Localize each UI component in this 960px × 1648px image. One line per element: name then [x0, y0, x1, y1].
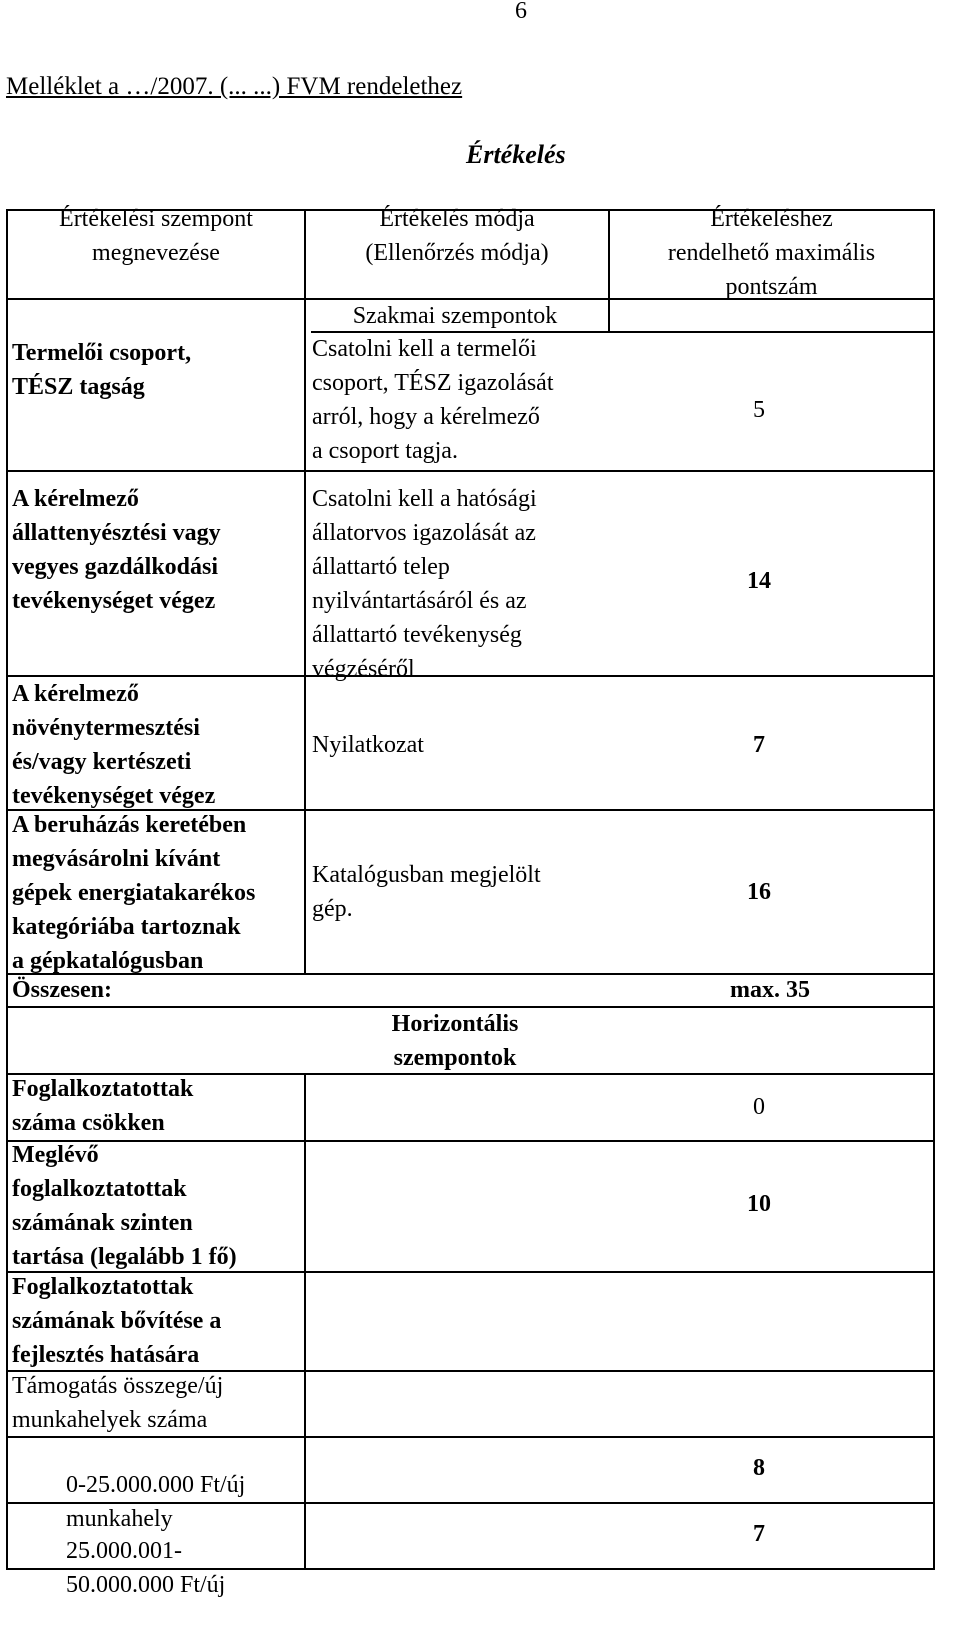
criterion-cell: A beruházás keretében megvásárolni kívánt gépek energiatakarékos kategóriába tartoznak a gépkatalógusban: [12, 812, 256, 974]
row-rule: [6, 470, 935, 472]
criterion-cell: Foglalkoztatottak számának bővítése a fejlesztés hatására: [12, 1274, 222, 1368]
points-cell: 0: [753, 1094, 765, 1120]
page-number: 6: [515, 0, 527, 24]
method-cell: Nyilatkozat: [312, 732, 424, 758]
horizontal-criteria-header: Horizontális szempontok: [391, 1011, 519, 1071]
criterion-cell: Meglévő foglalkoztatottak számának szinten tartása (legalább 1 fő): [12, 1142, 237, 1270]
points-cell: 8: [753, 1455, 765, 1481]
professional-criteria-header: Szakmai szempontok: [352, 303, 558, 329]
header-max-points: Értékeléshez rendelhető maximális pontszám: [667, 206, 876, 300]
annex-title: Melléklet a …/2007. (... ...) FVM rendelethez: [6, 73, 463, 100]
column-divider-1-lower: [304, 1073, 306, 1570]
criterion-cell: A kérelmező állattenyésztési vagy vegyes gazdálkodási tevékenységet végez: [12, 486, 221, 614]
points-cell: 5: [753, 397, 765, 423]
header-criterion: Értékelési szempont megnevezése: [59, 206, 253, 266]
table-right-border: [933, 209, 935, 1570]
points-cell: 10: [747, 1191, 771, 1217]
table-left-border: [6, 209, 8, 1570]
points-cell: 14: [747, 568, 771, 594]
criterion-cell: Termelői csoport, TÉSZ tagság: [12, 340, 192, 400]
method-cell: Csatolni kell a termelői csoport, TÉSZ igazolását arról, hogy a kérelmező a csoport tagja.: [312, 336, 554, 464]
support-label: Támogatás összege/új munkahelyek száma: [12, 1373, 224, 1433]
total-value: max. 35: [730, 977, 810, 1003]
points-cell: 16: [747, 879, 771, 905]
support-band-range: [12, 1500, 302, 1636]
method-cell: Katalógusban megjelölt gép.: [312, 862, 541, 922]
criterion-cell: A kérelmező növénytermesztési és/vagy kertészeti tevékenységet végez: [12, 681, 216, 809]
header-method: Értékelés módja (Ellenőrzés módja): [365, 206, 549, 266]
criterion-cell: Foglalkoztatottak száma csökken: [12, 1076, 194, 1136]
section-heading: Értékelés: [466, 140, 566, 169]
points-cell: 7: [753, 732, 765, 758]
method-cell: Csatolni kell a hatósági állatorvos igazolását az állattartó telep nyilvántartásáról és az állattartó tevékenység végzéséről: [312, 486, 537, 682]
points-cell: 7: [753, 1521, 765, 1547]
support-band-range-text: 0-25.000.000 Ft/új munkahely: [66, 1472, 246, 1532]
support-band-range-text: 25.000.001- 50.000.000 Ft/új: [66, 1538, 226, 1598]
total-label: Összesen:: [12, 977, 112, 1003]
